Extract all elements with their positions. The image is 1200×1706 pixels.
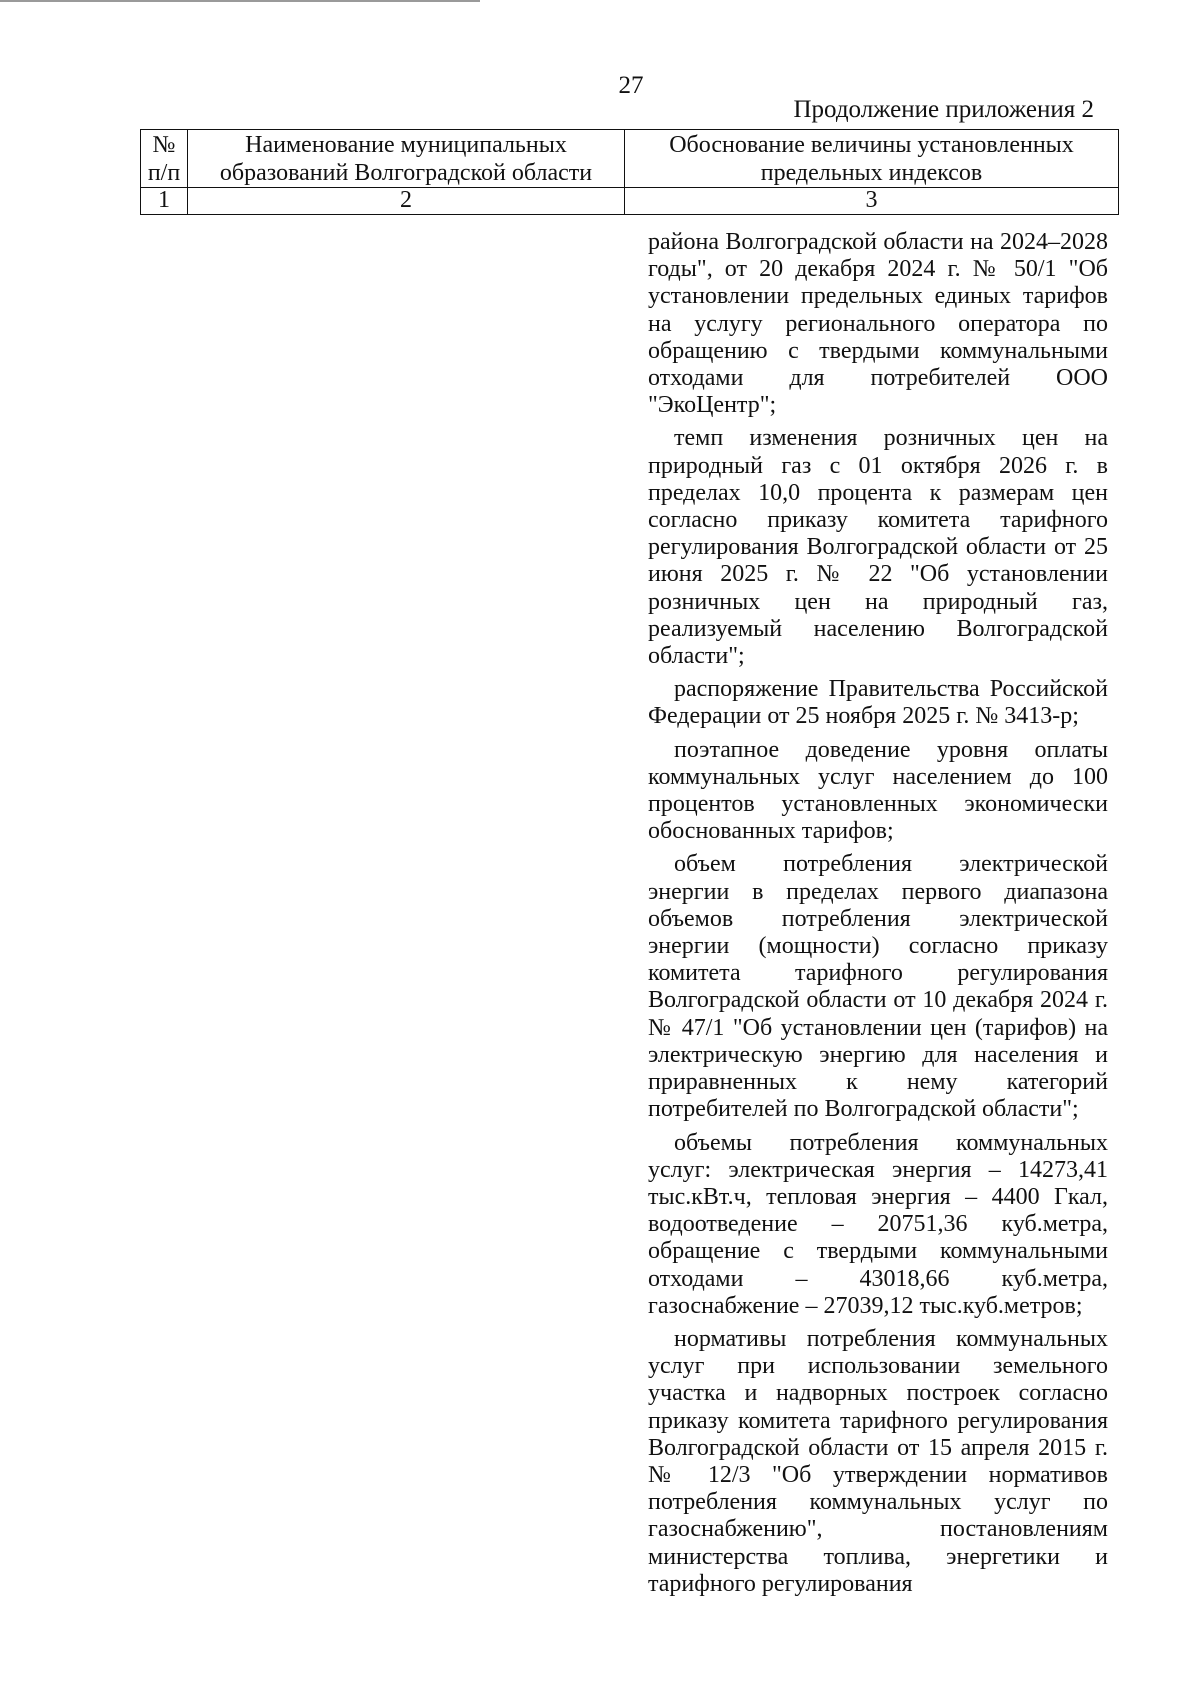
continuation-label: Продолжение приложения 2 [793,96,1094,123]
header-cell-justification: Обоснование величины установленных предельных индексов [625,130,1119,188]
paragraph: объем потребления электрической энергии в пределах первого диапазона объемов потребления электрической энергии (мощности) согласно приказу комитета тарифного регулирования Волгоградской области от 10 декабря 2024 г. № 47/1 "Об установлении цен (тарифов) на электрическую энергию для населения и приравненных к нему категорий потребителей по Волгоградской области"; [648,851,1108,1123]
paragraph: распоряжение Правительства Российской Федерации от 25 ноября 2025 г. № 3413-р; [648,676,1108,730]
paragraph: нормативы потребления коммунальных услуг при использовании земельного участка и надворных построек согласно приказу комитета тарифного регулирования Волгоградской области от 15 апреля 2015 г. № 12/3 "Об утверждении нормативов потребления коммунальных услуг по газоснабжению", постановлениям министерства топлива, энергетики и тарифного регулирования [648,1325,1108,1597]
column-number-row [141,188,1119,215]
column-number-1: 1 [141,188,188,215]
header-cell-municipality: Наименование муниципальных образований Волгоградской области [188,130,625,188]
page-number: 27 [618,72,644,99]
column-number-2: 2 [188,188,625,215]
header-table [140,129,1119,215]
justification-text [648,229,1108,1598]
paragraph: поэтапное доведение уровня оплаты коммунальных услуг населением до 100 процентов установленных экономически обоснованных тарифов; [648,736,1108,845]
header-row [141,130,1119,188]
column-number-3: 3 [625,188,1119,215]
paragraph: темп изменения розничных цен на природный газ с 01 октября 2026 г. в пределах 10,0 процента к размерам цен согласно приказу комитета тарифного регулирования Волгоградской области от 25 июня 2025 г. № 22 "Об установлении розничных цен на природный газ, реализуемый населению Волгоградской области"; [648,425,1108,670]
scan-edge-line [0,0,480,2]
header-cell-number: № п/п [141,130,188,188]
paragraph: района Волгоградской области на 2024–2028 годы", от 20 декабря 2024 г. № 50/1 "Об установлении предельных единых тарифов на услугу регионального оператора по обращению с твердыми коммунальными отходами для потребителей ООО "ЭкоЦентр"; [648,229,1108,419]
paragraph: объемы потребления коммунальных услуг: электрическая энергия – 14273,41 тыс.кВт.ч, тепловая энергия – 4400 Гкал, водоотведение – 20751,36 куб.метра, обращение с твердыми коммунальными отходами – 43018,66 куб.метра, газоснабжение – 27039,12 тыс.куб.метров; [648,1129,1108,1319]
